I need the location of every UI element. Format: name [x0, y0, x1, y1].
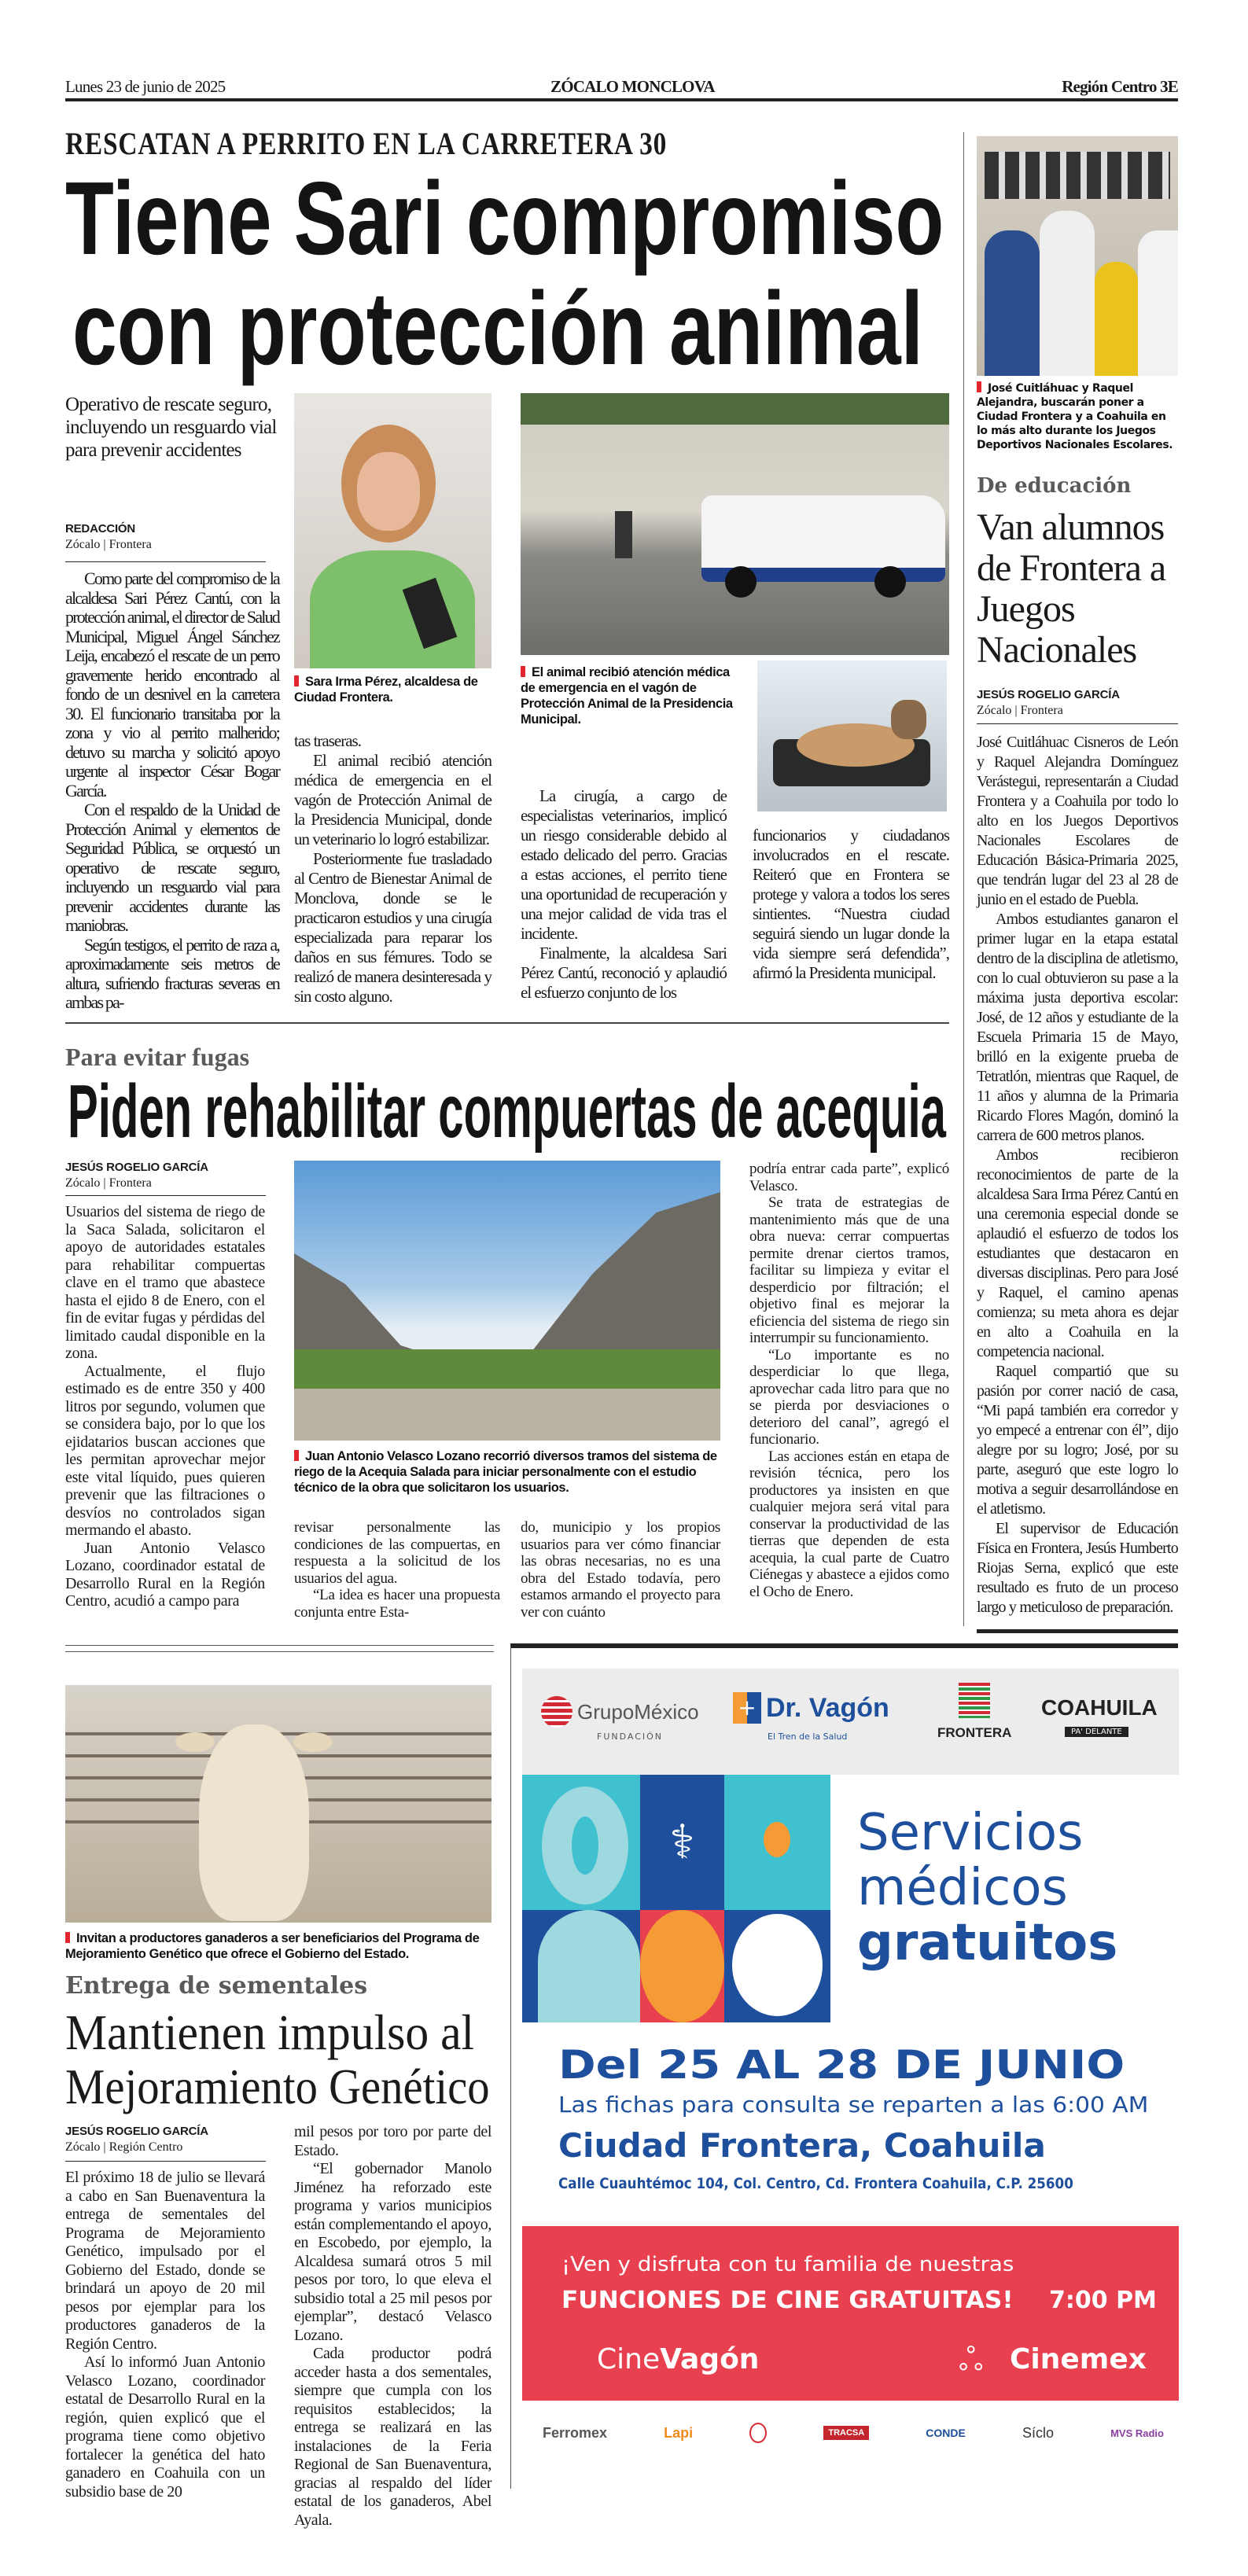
paragraph: Posteriormente fue trasladado al Centro de Bienestar Animal de Monclova, donde se le practicaron estudios y una cirugía especializada para reparar los daños en sus fémures. Todo se realizó de manera desinteresada y sin costo alguno. — [294, 849, 491, 1006]
paragraph: El animal recibió atención médica de emergencia en el vagón de Protección Animal de la Presidencia Municipal, donde un veterinario lo logró estabilizar. — [294, 751, 491, 848]
paragraph: “El gobernador Manolo Jiménez ha reforzado este programa y varios municipios están complementando el apoyo, en Escobedo, por ejemplo, la Alcaldesa sumará otros 5 mil pesos por toro, lo que eleva el subsidio total a 25 mil pesos por ejemplar”, destacó Velasco Lozano. — [294, 2160, 491, 2344]
double-rule — [65, 1651, 494, 1652]
photo-police-rescue — [521, 393, 949, 655]
newspaper-name: ZÓCALO MONCLOVA — [550, 77, 715, 96]
ad-logo-strip — [522, 1669, 1179, 1775]
story4-headline-line2: Mejoramiento Genético — [65, 2059, 490, 2114]
sponsor-lapi: Lapi — [664, 2424, 694, 2441]
caption-text: El animal recibió atención médica de emergencia en el vagón de Protección Animal de la Presidencia Municipal. — [521, 665, 733, 727]
medical-cross-icon: + — [733, 1692, 761, 1724]
story2-dateline: Zócalo | Frontera — [977, 704, 1063, 717]
paragraph: Según testigos, el perrito de raza a, aproximadamente seis metros de altura, sufriendo fracturas severas en ambas pa- — [65, 934, 279, 1012]
paragraph: José Cuitláhuac Cisneros de León y Raquel Alejandra Domínguez Verástegui, representarán a Ciudad Frontera y a Coahuila por todo lo alto en los Juegos Deportivos Nacionales Escolares de Educación Básica-Primaria 2025, que tendrán lugar del 23 al 28 de junio en el estado de Puebla. — [977, 734, 1178, 908]
caption-marker-icon — [65, 1932, 70, 1943]
caption-marker-icon — [521, 666, 525, 677]
photo-students — [977, 136, 1178, 376]
paragraph: mil pesos por toro por parte del Estado. — [294, 2123, 491, 2159]
byline-rule — [977, 723, 1178, 724]
ad-address: Calle Cuauhtémoc 104, Col. Centro, Cd. Frontera Coahuila, C.P. 25600 — [558, 2175, 1073, 2192]
paragraph: Ambos estudiantes ganaron el primer lugar en la etapa estatal dentro de la disciplina de atletismo, con lo cual obtuvieron su pase a la máxima justa deportiva escolar: José, de 12 años y estudiante de la Escuela Primaria 15 de Mayo, brilló en la exigente prueba de Tetratlón, mientras que Raquel, de 11 años y alumna de la Primaria Ricardo Flores Magón, dominó la carrera de 600 metros planos. — [977, 911, 1178, 1144]
grupo-mexico-icon — [541, 1696, 572, 1728]
story1-column-1 — [65, 569, 279, 1013]
byline-rule — [65, 561, 266, 562]
story3-headline: Piden rehabilitar compuertas de acequia — [68, 1069, 946, 1154]
paragraph: Juan Antonio Velasco Lozano, coordinador estatal de Desarrollo Rural en la Región Centro, acudió a campo para — [65, 1539, 265, 1610]
story1-column-3 — [521, 786, 727, 1003]
paragraph: podría entrar cada parte”, explicó Velasco. — [749, 1161, 949, 1194]
sponsor-emblem-icon — [749, 2423, 767, 2443]
paragraph: Como parte del compromiso de la alcaldesa Sari Pérez Cantú, con la protección animal, el director de Salud Municipal, Miguel Ángel Sánchez Leija, encabezó el rescate de un perro gravemente herido encontrado al fondo de un desnivel en la carretera 30. El funcionario transitaba por la zona y vio al perrito malherido; detuvo su marcha y solicitó apoyo urgente al inspector César Bogar García. — [65, 569, 279, 800]
sponsor-siclo: Síclo — [1022, 2424, 1054, 2441]
story4-dateline: Zócalo | Región Centro — [65, 2140, 183, 2154]
sponsor-mvs-radio: MVS Radio — [1110, 2427, 1164, 2439]
sponsor-tracsa: TRACSA — [823, 2426, 869, 2440]
paragraph: Cada productor podrá acceder hasta a dos sementales, siempre que cumpla con los requisitos establecidos; la entrega se realizará en las instalaciones de la Feria Regional de San Buenaventura, gracias al respaldo del líder estatal de los ganaderos, Abel Ayala. — [294, 2345, 491, 2529]
story1-headline-line2: con protección animal — [72, 270, 923, 386]
photo-cattle — [65, 1685, 491, 1923]
caption-marker-icon — [977, 381, 981, 392]
story3-dateline: Zócalo | Frontera — [65, 1176, 152, 1190]
caption-text: Juan Antonio Velasco Lozano recorrió diversos tramos del sistema de riego de la Acequia Salada para iniciar personalmente con el estudio técnico de la obra que solicitaron los usuarios. — [294, 1449, 717, 1495]
story2-byline: JESÚS ROGELIO GARCÍA — [977, 688, 1120, 701]
caption-acequia — [294, 1448, 723, 1496]
story4-headline-line1: Mantienen impulso al — [65, 2004, 475, 2060]
paragraph: Ambos recibieron reconocimientos de parte de la alcaldesa Sara Irma Pérez Cantú en una ceremonia especial donde se aplaudió el esfuerzo de todos los estudiantes que destacaron en diversas disciplinas. Pero para José y Raquel, el camino apenas comienza; su meta ahora es dejar en alto a Coahuila en la competencia nacional. — [977, 1146, 1178, 1360]
paragraph: Actualmente, el flujo estimado es de entre 350 y 400 litros por segundo, volumen que se considera bajo, por lo que los ejidatarios buscan acciones que les permitan aprovechar mejor este vital líquido, pues quieren prevenir que las filtraciones o desvíos no controlados sigan mermando el abasto. — [65, 1362, 265, 1539]
caption-students — [977, 381, 1178, 452]
caption-animal — [521, 664, 741, 727]
column-divider — [963, 132, 964, 1626]
logo-subtext: FUNDACIÓN — [597, 1731, 664, 1742]
issue-date: Lunes 23 de junio de 2025 — [65, 77, 226, 96]
caption-marker-icon — [294, 675, 299, 686]
sponsor-ferromex: Ferromex — [543, 2424, 608, 2441]
photo-acequia-landscape — [294, 1161, 720, 1441]
photo-mayor — [294, 393, 491, 668]
frontera-logo-icon — [959, 1683, 990, 1718]
story1-byline: REDACCIÓN — [65, 522, 136, 535]
stethoscope-icon: ⚕ — [640, 1775, 724, 1910]
caption-cattle — [65, 1930, 494, 1962]
paragraph: El próximo 18 de julio se llevará a cabo en San Buenaventura la entrega de sementales del Programa de Mejoramiento Genético, impulsado por el Gobierno del Estado, donde se brindará un apoyo de 20 mil pesos por ejemplar para los productores ganaderos de la Región Centro. — [65, 2169, 265, 2353]
ad-cinema-band — [522, 2226, 1179, 2401]
paragraph: tas traseras. — [294, 731, 361, 750]
ad-dates: Del 25 AL 28 DE JUNIO — [558, 2042, 1125, 2088]
story1-headline-line1: Tiene Sari compromiso — [65, 160, 944, 276]
caption-text: Sara Irma Pérez, alcaldesa de Ciudad Frontera. — [294, 675, 478, 705]
nurse-icon — [724, 1910, 830, 2022]
header-rule — [65, 98, 1178, 101]
logo-text: FRONTERA — [937, 1725, 1012, 1740]
logo-cinevagon — [597, 2344, 759, 2375]
paragraph: revisar personalmente las condiciones de las compuertas, en respuesta a la solicitud de los usuarios del agua. — [294, 1519, 500, 1587]
story3-column-3 — [521, 1519, 720, 1621]
paragraph: “La idea es hacer una propuesta conjunta entre Esta- — [294, 1587, 500, 1621]
story1-column-2 — [294, 731, 491, 1006]
logo-subtext: El Tren de la Salud — [768, 1731, 848, 1742]
paragraph: “Lo importante es no desperdiciar lo que llega, aprovechar cada litro para que no se pierda por desviaciones o deterioro del canal”, agregó el funcionario. — [749, 1346, 949, 1448]
ad-title-line: gratuitos — [857, 1914, 1118, 1972]
cinemex-swirl-icon: ஃ — [959, 2342, 984, 2378]
story3-column-4 — [749, 1161, 949, 1600]
caption-marker-icon — [294, 1450, 299, 1461]
story2-body — [977, 733, 1178, 1617]
column-end-rule — [977, 1629, 1178, 1633]
ad-city: Ciudad Frontera, Coahuila — [558, 2126, 1046, 2165]
photo-injured-dog — [755, 658, 949, 814]
paragraph: Las acciones están en etapa de revisión técnica, pero los productores ya insisten en que cualquier mejora será vital para conservar la productividad de las tierras que dependen de esta acequia, la cual parte de Cuatro Ciénegas y abastece a ejidos como el Ocho de Enero. — [749, 1448, 949, 1600]
story4-column-1 — [65, 2169, 265, 2501]
story3-column-1 — [65, 1203, 265, 1610]
logo-cinemex: Cinemex — [1010, 2343, 1147, 2375]
paragraph: El supervisor de Educación Física en Frontera, Jesús Humberto Riojas Serna, explicó que este resultado es fruto de un proceso largo y meticuloso de preparación. — [977, 1520, 1178, 1616]
ad-time: 7:00 PM — [1049, 2287, 1157, 2314]
story1-column-4 — [753, 826, 949, 983]
story1-deck: Operativo de rescate seguro, incluyendo un resguardo vial para prevenir accidentes — [65, 394, 277, 461]
paragraph: Se trata de estrategias de mantenimiento más que de una obra nueva: cerrar compuertas permite drenar ciertos tramos, facilitar su limpieza y evitar el desperdicio por filtración; el objetivo final es mejorar la eficiencia del sistema de riego sin interrumpir su funcionamiento. — [749, 1194, 949, 1346]
ad-invite: ¡Ven y disfruta con tu familia de nuestras — [561, 2253, 1014, 2276]
orange-circle-icon — [640, 1910, 724, 2022]
byline-rule — [65, 1195, 266, 1196]
paragraph: Finalmente, la alcaldesa Sari Pérez Cantú, reconoció y aplaudió el esfuerzo conjunto de los — [521, 944, 727, 1002]
caption-text: Invitan a productores ganaderos a ser beneficiarios del Programa de Mejoramiento Genético que ofrece el Gobierno del Estado. — [65, 1931, 480, 1961]
caption-text: José Cuitláhuac y Raquel Alejandra, buscarán poner a Ciudad Frontera y a Coahuila en lo más alto durante los Juegos Deportivos Nacionales Escolares. — [977, 382, 1173, 451]
paragraph: Con el respaldo de la Unidad de Protección Animal y elementos de Seguridad Pública, se orquestó un operativo de rescate seguro, incluyendo un resguardo vial para prevenir accidentes durante las maniobras. — [65, 800, 279, 935]
dot-icon — [724, 1775, 830, 1910]
story4-column-2 — [294, 2123, 491, 2530]
ad-title-line: Servicios — [857, 1804, 1084, 1862]
logo-text: GrupoMéxico — [577, 1699, 699, 1724]
story3-byline: JESÚS ROGELIO GARCÍA — [65, 1161, 208, 1174]
logo-text: Cine — [597, 2343, 661, 2375]
logo-text: Dr. Vagón — [766, 1692, 889, 1723]
advertisement[interactable] — [510, 1643, 1178, 2489]
caption-mayor — [294, 674, 491, 705]
paragraph: Así lo informó Juan Antonio Velasco Lozano, coordinador estatal de Desarrollo Rural en la región, quien explicó que el programa tiene como objetivo fortalecer la genética del hato ganadero en Coahuila con un subsidio base de 20 — [65, 2353, 265, 2501]
byline-rule — [65, 2161, 266, 2162]
story2-kicker: De educación — [977, 474, 1132, 498]
paragraph: funcionarios y ciudadanos involucrados en el rescate. Reiteró que en Frontera se protege y valora a todos los seres sintientes. “Nuestra ciudad seguirá siendo un lugar donde la vida siempre será defendida”, afirmó la Presidenta municipal. — [753, 826, 949, 982]
ad-title — [857, 1805, 1117, 1971]
section-separator — [65, 1022, 949, 1024]
story1-kicker: RESCATAN A PERRITO EN LA CARRETERA 30 — [65, 126, 668, 161]
story4-byline: JESÚS ROGELIO GARCÍA — [65, 2125, 208, 2138]
paragraph: do, municipio y los propios usuarios para ver cómo financiar las obras necesarias, no es una obra del Estado todavía, pero estamos armando el proyecto para ver con cuánto — [521, 1519, 720, 1621]
story1-dateline: Zócalo | Frontera — [65, 538, 152, 551]
section-page: Región Centro 3E — [1062, 77, 1178, 96]
paragraph: Usuarios del sistema de riego de la Saca Salada, solicitaron el apoyo de autoridades estatales para rehabilitar compuertas clave en el tramo que abastece hasta el ejido 8 de Enero, con el fin de evitar fugas y pérdidas del limitado caudal disponible en la zona. — [65, 1203, 265, 1362]
story3-column-2 — [294, 1519, 500, 1621]
ad-sponsor-row — [543, 2423, 1164, 2443]
sponsor-conde: CONDE — [926, 2427, 966, 2439]
paragraph: La cirugía, a cargo de especialistas veterinarios, implicó un riesgo considerable debido al estado delicado del perro. Gracias a estas acciones, el perrito tiene una oportunidad de recuperación y una mejor calidad de vida tras el incidente. — [521, 786, 727, 943]
ad-title-line: médicos — [857, 1859, 1068, 1917]
story3-kicker: Para evitar fugas — [65, 1043, 250, 1071]
logo-text: Vagón — [660, 2343, 760, 2375]
dna-icon — [522, 1910, 640, 2022]
logo-text: COAHUILA — [1041, 1695, 1158, 1720]
ad-medical-graphic — [522, 1775, 830, 2022]
logo-dr-vagon — [733, 1692, 889, 1724]
double-rule — [65, 1645, 494, 1646]
logo-subtext: PA' DELANTE — [1065, 1727, 1128, 1737]
ad-fichas: Las fichas para consulta se reparten a las 6:00 AM — [558, 2092, 1149, 2118]
ad-cine-gratuitas: FUNCIONES DE CINE GRATUITAS! — [561, 2287, 1014, 2314]
logo-grupo-mexico — [541, 1696, 699, 1728]
ring-icon — [522, 1775, 640, 1910]
story4-kicker: Entrega de sementales — [65, 1972, 368, 2000]
story2-headline: Van alumnos de Frontera a Juegos Nacionales — [977, 506, 1166, 671]
paragraph: Raquel compartió que su pasión por correr nació de casa, “Mi papá también era corredor y yo empecé a entrenar con él”, dijo alegre por su logro; José, por su parte, aseguró que este logro lo motiva a seguir desarrollándose en el atletismo. — [977, 1363, 1178, 1518]
